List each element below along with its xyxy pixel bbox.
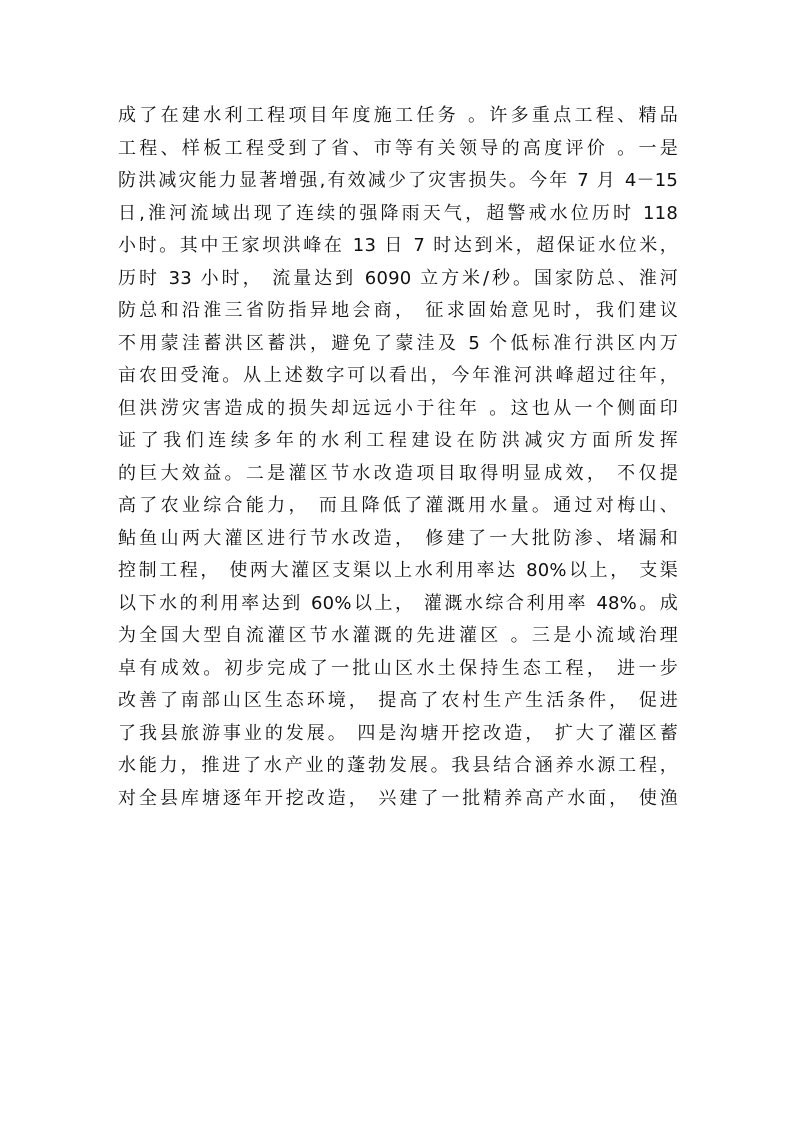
- text-line: 水能力，推进了水产业的蓬勃发展。我县结合涵养水源工程，: [118, 755, 678, 776]
- text-line: 为全国大型自流灌区节水灌溉的先进灌区 。三是小流域治理: [118, 625, 678, 646]
- text-line: 鲇鱼山两大灌区进行节水改造， 修建了一大批防渗、堵漏和: [118, 527, 678, 549]
- text-line: 小时。其中王家坝洪峰在 13 日 7 时达到米，超保证水位米，: [118, 235, 678, 256]
- text-line: 改善了南部山区生态环境， 提高了农村生产生活条件， 促进: [118, 690, 678, 711]
- text-line: 成了在建水利工程项目年度施工任务 。许多重点工程、精品: [118, 105, 678, 126]
- text-line: 不用蒙洼蓄洪区蓄洪，避免了蒙洼及 5 个低标准行洪区内万: [118, 332, 678, 354]
- text-line: 但洪涝灾害造成的损失却远远小于往年 。这也从一个侧面印: [118, 397, 678, 419]
- text-line: 控制工程， 使两大灌区支渠以上水利用率达 80%以上， 支渠: [118, 560, 678, 581]
- body-paragraph: [118, 100, 678, 815]
- text-line: 历时 33 小时， 流量达到 6090 立方米/秒。国家防总、淮河: [118, 267, 678, 289]
- text-line: 亩农田受淹。从上述数字可以看出，今年淮河洪峰超过往年，: [118, 365, 678, 386]
- text-line: 的巨大效益。二是灌区节水改造项目取得明显成效， 不仅提: [118, 462, 678, 484]
- text-line: 高了农业综合能力， 而且降低了灌溉用水量。通过对梅山、: [118, 495, 678, 516]
- text-line: 了我县旅游事业的发展。 四是沟塘开挖改造， 扩大了灌区蓄: [118, 722, 678, 744]
- text-line: 以下水的利用率达到 60%以上， 灌溉水综合利用率 48%。成: [118, 592, 678, 614]
- text-line: 对全县库塘逐年开挖改造， 兴建了一批精养高产水面， 使渔: [118, 787, 678, 809]
- text-line: 证了我们连续多年的水利工程建设在防洪减灾方面所发挥: [118, 430, 678, 451]
- text-line: 日,淮河流域出现了连续的强降雨天气，超警戒水位历时 118: [118, 202, 678, 224]
- text-line: 防总和沿淮三省防指异地会商， 征求固始意见时，我们建议: [118, 300, 678, 321]
- text-line: 防洪减灾能力显著增强,有效减少了灾害损失。今年 7 月 4－15: [118, 170, 678, 191]
- text-line: 工程、样板工程受到了省、市等有关领导的高度评价 。一是: [118, 137, 678, 159]
- text-line: 卓有成效。初步完成了一批山区水土保持生态工程， 进一步: [118, 657, 678, 679]
